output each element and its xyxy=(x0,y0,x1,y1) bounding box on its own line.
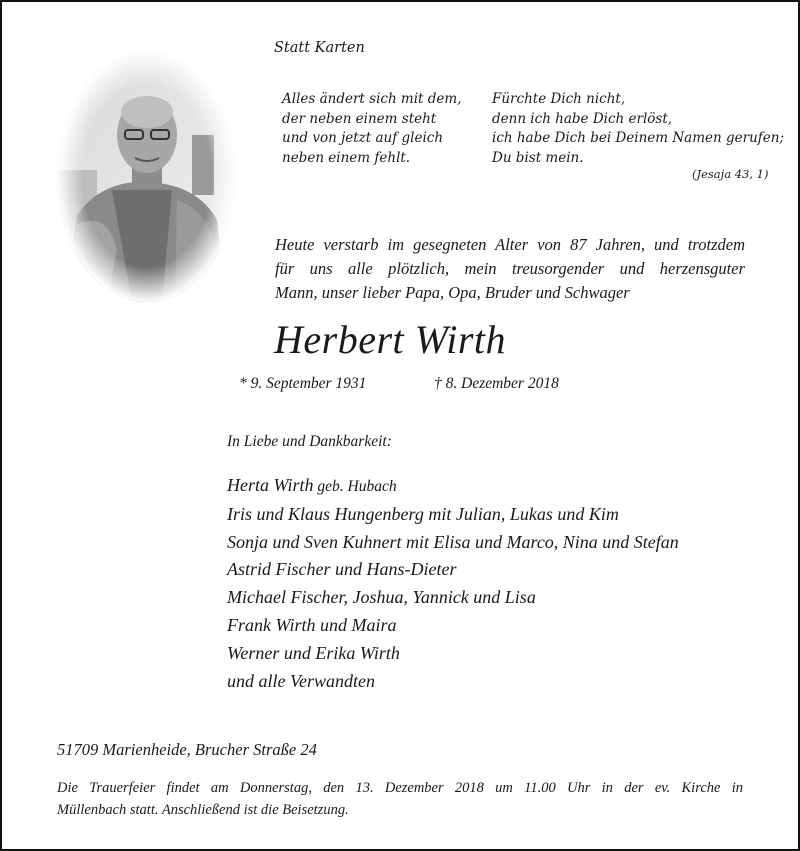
family-member: Michael Fischer, Joshua, Yannick und Lisa xyxy=(227,587,536,608)
verse-line: der neben einem steht xyxy=(282,110,437,127)
family-member-name: Herta Wirth xyxy=(227,475,314,495)
intro-line: Mann, unser lieber Papa, Opa, Bruder und Schwager xyxy=(275,283,630,302)
verse-right xyxy=(492,90,784,168)
funeral-notice xyxy=(57,777,743,821)
death-date: † 8. Dezember 2018 xyxy=(434,375,559,392)
statt-karten-label: Statt Karten xyxy=(274,40,365,56)
verse-line: neben einem fehlt. xyxy=(282,149,411,166)
family-member xyxy=(227,472,679,501)
family-member: Iris und Klaus Hungenberg mit Julian, Lukas und Kim xyxy=(227,503,619,524)
verse-reference: (Jesaja 43, 1) xyxy=(692,167,769,181)
intro-line: für uns alle plötzlich, mein treusorgender und herzensguter xyxy=(275,259,745,278)
verse-line: Du bist mein. xyxy=(492,149,584,166)
verse-left xyxy=(282,90,462,168)
family-member: Sonja und Sven Kuhnert mit Elisa und Marco, Nina und Stefan xyxy=(227,531,679,552)
thanks-heading: In Liebe und Dankbarkeit: xyxy=(227,433,392,450)
verse-line: ich habe Dich bei Deinem Namen gerufen; xyxy=(492,130,785,146)
verse-line: und von jetzt auf gleich xyxy=(282,130,444,146)
funeral-line: Die Trauerfeier findet am Donnerstag, den 13. Dezember 2018 um 11.00 Uhr in der ev. Kirche in xyxy=(57,780,743,796)
verse-line: Alles ändert sich mit dem, xyxy=(282,91,462,107)
family-list xyxy=(227,472,679,695)
intro-line: Heute verstarb im gesegneten Alter von 87 Jahren, und trotzdem xyxy=(275,235,745,254)
family-member: und alle Verwandten xyxy=(227,670,375,691)
address: 51709 Marienheide, Brucher Straße 24 xyxy=(57,740,317,759)
family-member: Werner und Erika Wirth xyxy=(227,642,400,663)
intro-text xyxy=(275,233,745,305)
portrait-photo xyxy=(57,50,237,302)
family-member-suffix: geb. Hubach xyxy=(313,478,397,495)
funeral-line: Müllenbach statt. Anschließend ist die Beisetzung. xyxy=(57,802,349,818)
birth-date: * 9. September 1931 xyxy=(239,375,367,392)
deceased-name: Herbert Wirth xyxy=(274,317,507,362)
verse-line: denn ich habe Dich erlöst, xyxy=(492,110,673,127)
verse-line: Fürchte Dich nicht, xyxy=(492,91,626,107)
family-member: Frank Wirth und Maira xyxy=(227,614,397,635)
family-member: Astrid Fischer und Hans-Dieter xyxy=(227,559,457,580)
